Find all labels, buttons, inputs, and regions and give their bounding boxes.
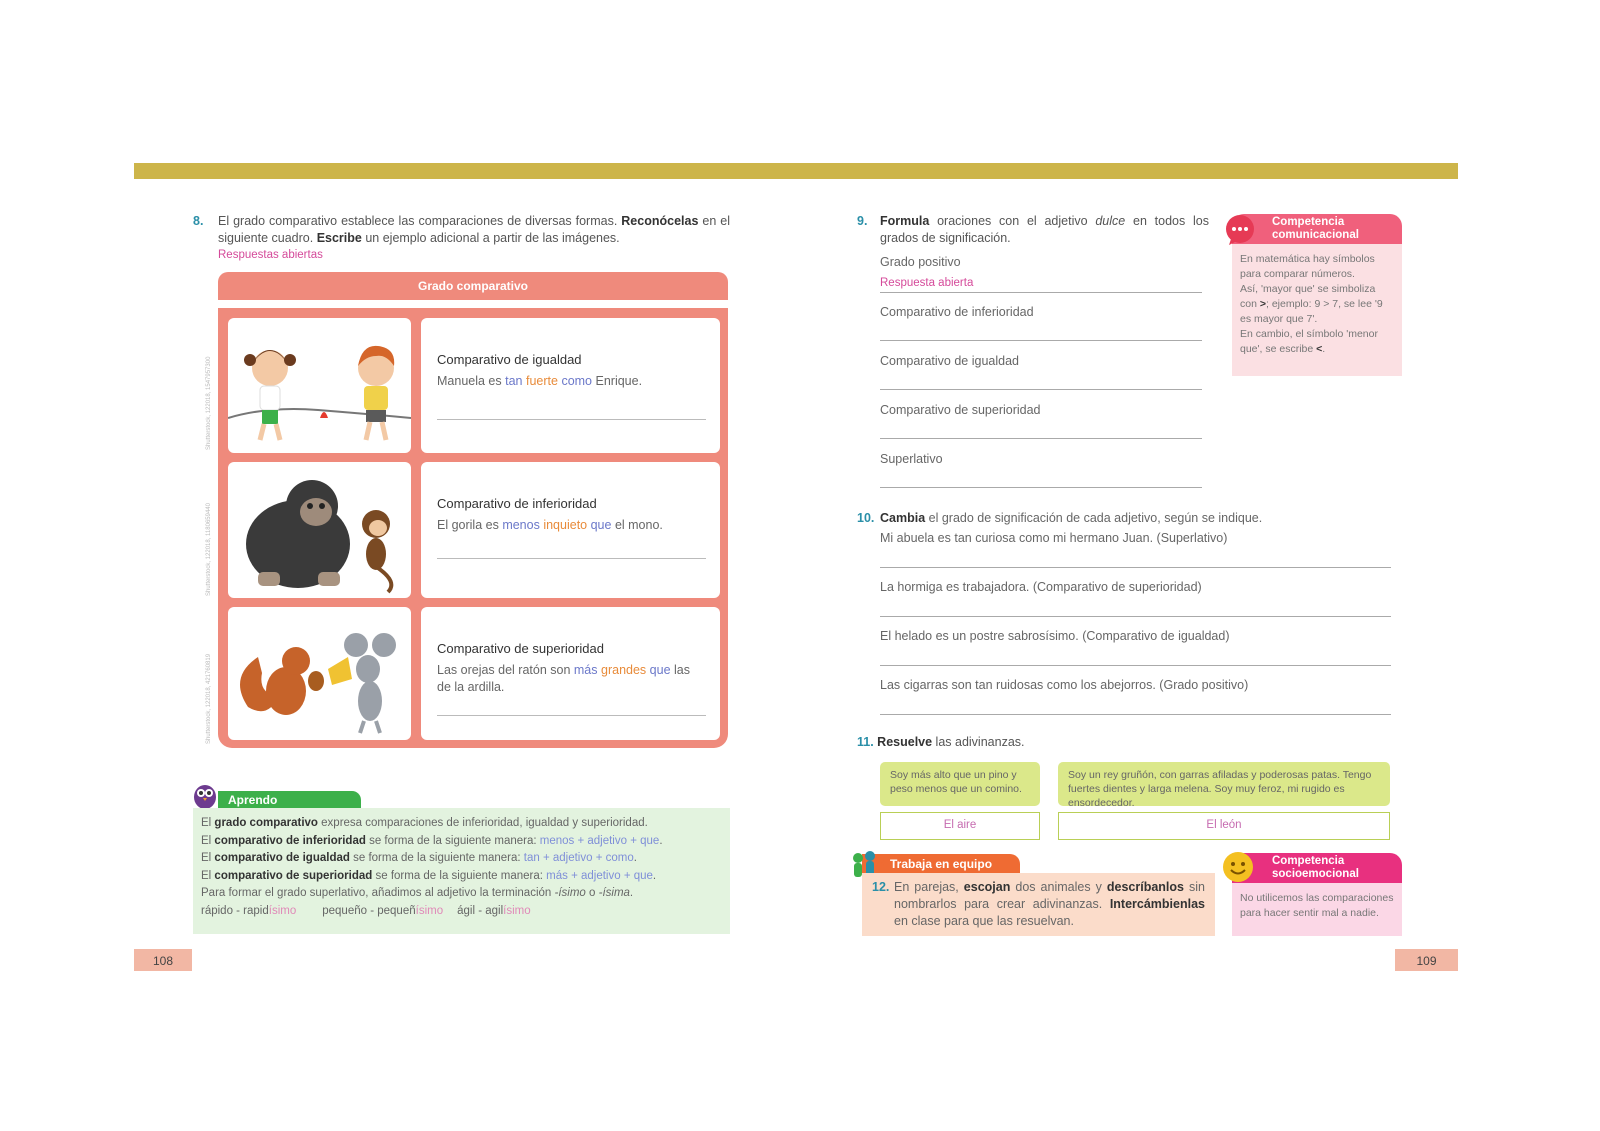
field-label: Superlativo [880, 452, 943, 466]
cell-title: Comparativo de inferioridad [437, 496, 597, 511]
exercise-number: 8. [193, 214, 204, 228]
aprendo-line-1: El grado comparativo expresa comparaciones de inferioridad, igualdad y superioridad. [201, 817, 648, 829]
image-credit: Shutterstock, 122018, 1547957300 [206, 356, 212, 450]
cell-title: Comparativo de superioridad [437, 641, 604, 656]
exercise-item: El helado es un postre sabrosísimo. (Comparativo de igualdad) [880, 629, 1230, 643]
answer-line[interactable] [880, 292, 1202, 293]
smiley-face-icon [1221, 850, 1255, 884]
aprendo-line-2: El comparativo de inferioridad se forma de la siguiente manera: menos + adjetivo + que. [201, 834, 663, 847]
answer-line[interactable] [880, 714, 1391, 715]
page-number-right: 109 [1395, 949, 1458, 971]
exercise-9 [857, 213, 1209, 247]
comparativo-igualdad-cell [421, 318, 720, 453]
exercise-instructions: Cambia el grado de significación de cada adjetivo, según se indique. [880, 511, 1263, 525]
answer-line[interactable] [880, 438, 1202, 439]
answer-line[interactable] [437, 715, 706, 716]
cell-example: Manuela es tan fuerte como Enrique. [437, 374, 643, 388]
riddle-1-answer[interactable]: El aire [880, 812, 1040, 840]
aprendo-line-3: El comparativo de igualdad se forma de la siguiente manera: tan + adjetivo + como. [201, 852, 637, 864]
answer-line[interactable] [880, 567, 1391, 568]
cell-title: Comparativo de igualdad [437, 352, 582, 367]
top-color-bar [134, 163, 1458, 179]
image-credit: Shutterstock, 122018, 1180659440 [206, 503, 212, 596]
answer-line[interactable] [880, 340, 1202, 341]
exercise-instructions: Formula oraciones con el adjetivo dulce en todos los grados de significación. [880, 214, 1209, 245]
answer-line[interactable] [437, 558, 706, 559]
comparativo-superioridad-cell [421, 607, 720, 740]
field-label: Grado positivo [880, 255, 961, 269]
aprendo-line-5: Para formar el grado superlativo, añadimos al adjetivo la terminación -ísimo o -ísima. [201, 887, 634, 899]
comparativo-inferioridad-cell [421, 462, 720, 598]
field-answer[interactable]: Respuesta abierta [880, 277, 974, 289]
aprendo-examples: rápido - rapidísimo pequeño - pequeñísimo ágil - agilísimo [201, 904, 531, 917]
trabaja-en-equipo-tab: Trabaja en equipo [862, 854, 1020, 874]
field-label: Comparativo de superioridad [880, 403, 1041, 417]
speech-bubble-icon [1223, 213, 1257, 247]
riddle-2-answer[interactable]: El león [1058, 812, 1390, 840]
answer-line[interactable] [880, 665, 1391, 666]
gorilla-monkey-image [228, 462, 411, 598]
owl-icon [190, 780, 220, 810]
exercise-item: Las cigarras son tan ruidosas como los abejorros. (Grado positivo) [880, 678, 1249, 692]
page-number-left: 108 [134, 949, 192, 971]
competencia-socioemocional-tab: Competencia socioemocional [1232, 853, 1402, 883]
trabaja-en-equipo-box [862, 873, 1215, 936]
competencia-comunicacional-tab: Competencia comunicacional [1232, 214, 1402, 244]
field-label: Comparativo de igualdad [880, 354, 1019, 368]
tug-of-war-kids-image [228, 318, 411, 453]
answer-line[interactable] [880, 389, 1202, 390]
answer-line[interactable] [880, 616, 1391, 617]
exercise-number: 9. [857, 214, 868, 228]
squirrel-mouse-image [228, 607, 411, 740]
riddle-2: Soy un rey gruñón, con garras afiladas y poderosas patas. Tengo fuertes dientes y larga melena. Soy muy feroz, mi rugido es ensordecedor. [1058, 762, 1390, 806]
exercise-11: 11. Resuelve las adivinanzas. [857, 735, 1025, 749]
respuestas-note: Respuestas abiertas [218, 249, 323, 261]
competencia-comunicacional-box: En matemática hay símbolos para comparar números. Así, 'mayor que' se simboliza con >; ejemplo: 9 > 7, se lee '9 es mayor que 7'. En cambio, el símbolo 'menor que', se escribe <. [1232, 244, 1402, 376]
competencia-socioemocional-box: No utilicemos las comparaciones para hacer sentir mal a nadie. [1232, 883, 1402, 936]
aprendo-tab: Aprendo [218, 791, 361, 809]
cell-example: El gorila es menos inquieto que el mono. [437, 518, 663, 532]
answer-line[interactable] [437, 419, 706, 420]
exercise-10 [857, 508, 1397, 548]
exercise-item: Mi abuela es tan curiosa como mi hermano Juan. (Superlativo) [880, 531, 1228, 545]
riddle-1: Soy más alto que un pino y peso menos que un comino. [880, 762, 1040, 806]
image-credit: Shutterstock, 122018, 421760819 [206, 653, 212, 744]
exercise-number: 10. [857, 511, 875, 525]
aprendo-line-4: El comparativo de superioridad se forma de la siguiente manera: más + adjetivo + que. [201, 869, 657, 882]
table-header: Grado comparativo [218, 272, 728, 300]
exercise-instructions: El grado comparativo establece las comparaciones de diversas formas. Reconócelas en el siguiente cuadro. Escribe un ejemplo adicional a partir de las imágenes. [218, 214, 730, 245]
answer-line[interactable] [880, 487, 1202, 488]
field-label: Comparativo de inferioridad [880, 305, 1034, 319]
exercise-number: 12. [872, 880, 890, 894]
cell-example: Las orejas del ratón son más grandes que las de la ardilla. [437, 663, 690, 694]
exercise-instructions: En parejas, escojan dos animales y descríbanlos sin nombrarlos para crear adivinanzas. Intercámbienlas en clase para que las resuelvan. [894, 880, 1205, 928]
exercise-item: La hormiga es trabajadora. (Comparativo de superioridad) [880, 580, 1202, 594]
exercise-8 [193, 213, 730, 264]
aprendo-box [193, 808, 730, 934]
